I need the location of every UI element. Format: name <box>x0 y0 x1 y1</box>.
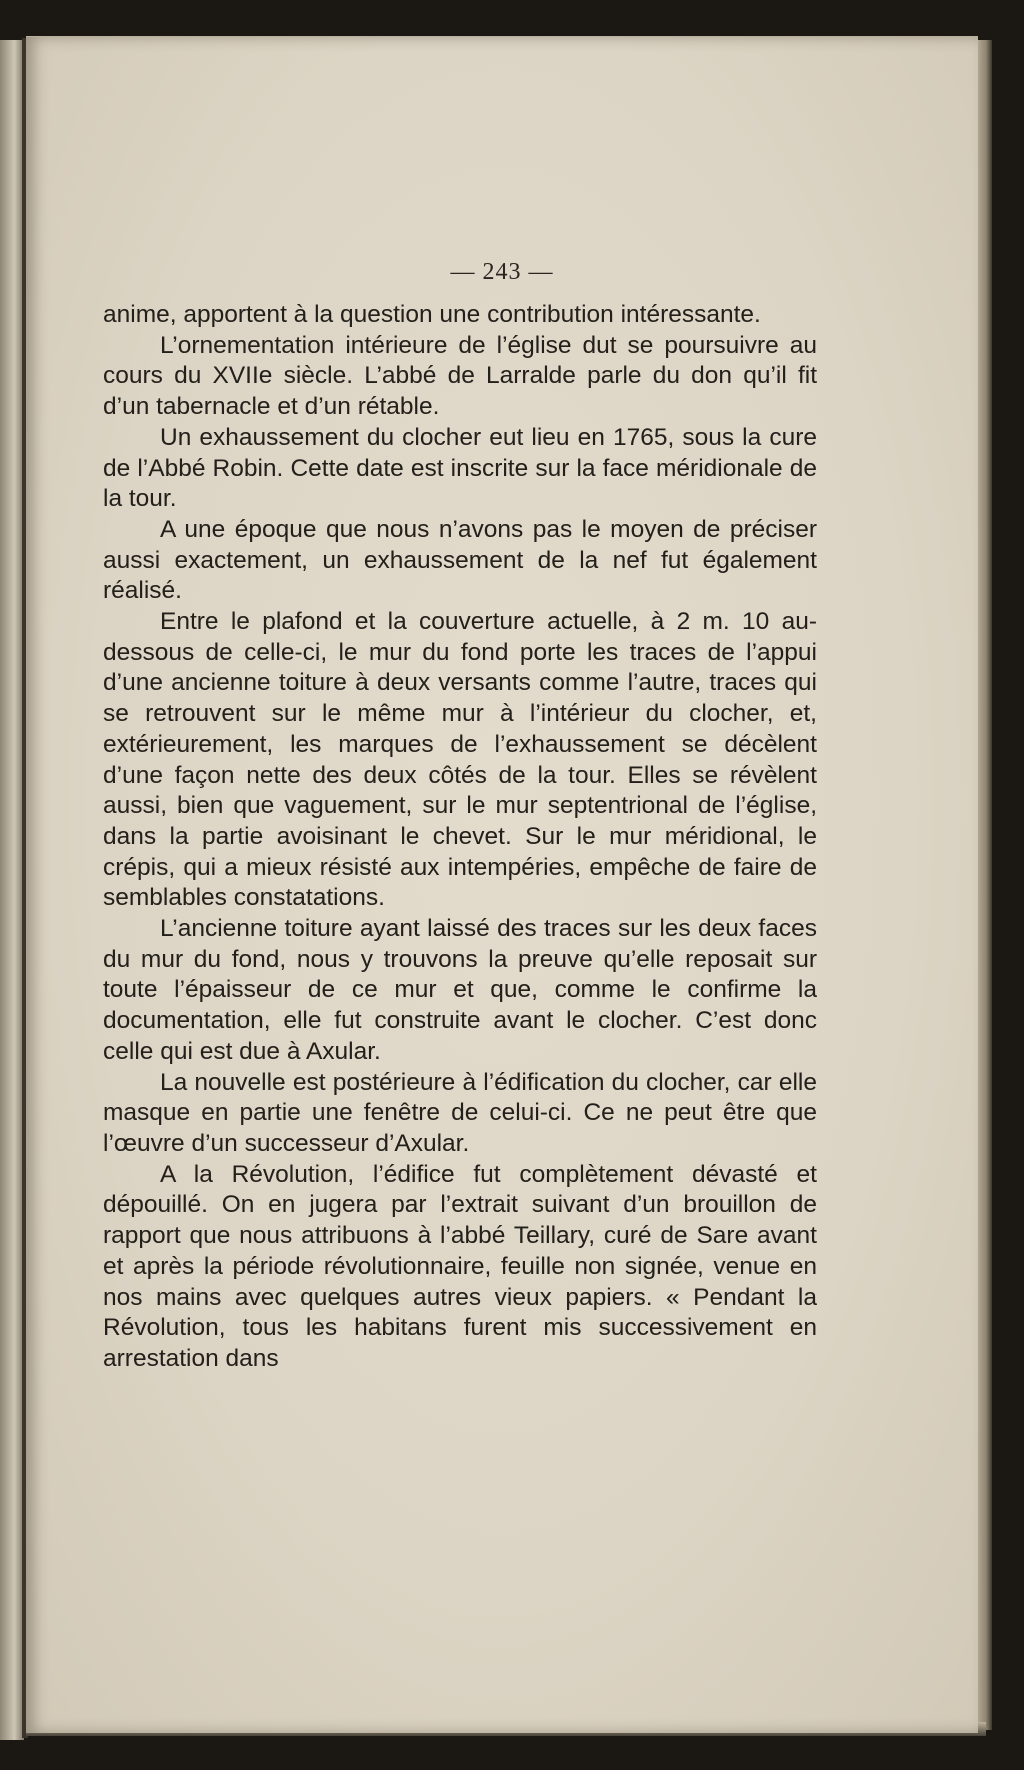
facing-page-edge <box>0 40 24 1740</box>
page-number: — 243 — <box>450 259 554 285</box>
paragraph-6: L’ancienne toiture ayant laissé des traces sur les deux faces du mur du fond, nous y trouvons la preuve qu’elle reposait sur toute l’épaisseur de ce mur et que, comme le confirme la documentation, elle fut construite avant le clocher. C’est donc celle qui est due à Axular. <box>103 915 817 1065</box>
paragraph-4: A une époque que nous n’avons pas le moyen de préciser aussi exactement, un exhaussement de la nef fut également réalisé. <box>103 515 817 605</box>
paragraph-7: La nouvelle est postérieure à l’édification du clocher, car elle masque en partie une fenêtre de celui-ci. Ce ne peut être que l’œuvre d’un successeur d’Axular. <box>103 1068 817 1157</box>
paragraph-5: Entre le plafond et la couverture actuelle, à 2 m. 10 au-dessous de celle-ci, le mur du fond porte les traces de l’appui d’une ancienne toiture à deux versants comme l’autre, traces qui se retrouvent sur le même mur à l’intérieur du clocher, et, extérieurement, les marques de l’exhaussement se décèlent d’une façon nette des deux côtés de la tour. Elles se révèlent aussi, bien que vaguement, sur le mur septentrional de l’église, dans la partie avoisinant le chevet. Sur le mur méridional, le crépis, qui a mieux résisté aux intempéries, empêche de faire de semblables constatations. <box>103 608 817 912</box>
paragraph-3: Un exhaussement du clocher eut lieu en 1765, sous la cure de l’Abbé Robin. Cette date est inscrite sur la face méridionale de la tour. <box>103 423 817 513</box>
paragraph-2: L’ornementation intérieure de l’église dut se poursuivre au cours du XVIIe siècle. L’abbé de Larralde parle du don qu’il fit d’un tabernacle et d’un rétable. <box>103 331 817 421</box>
page-sheet <box>26 36 978 1733</box>
body-text <box>103 300 817 1375</box>
paragraph-8: A la Révolution, l’édifice fut complètement dévasté et dépouillé. On en jugera par l’extrait suivant d’un brouillon de rapport que nous attribuons à l’abbé Teillary, curé de Sare avant et après la période révolutionnaire, feuille non signée, venue en nos mains avec quelques autres vieux papiers. « Pendant la Révolution, tous les habitans furent mis successivement en arrestation dans <box>103 1160 817 1372</box>
paragraph-1: anime, apportent à la question une contribution intéressante. <box>103 301 761 328</box>
